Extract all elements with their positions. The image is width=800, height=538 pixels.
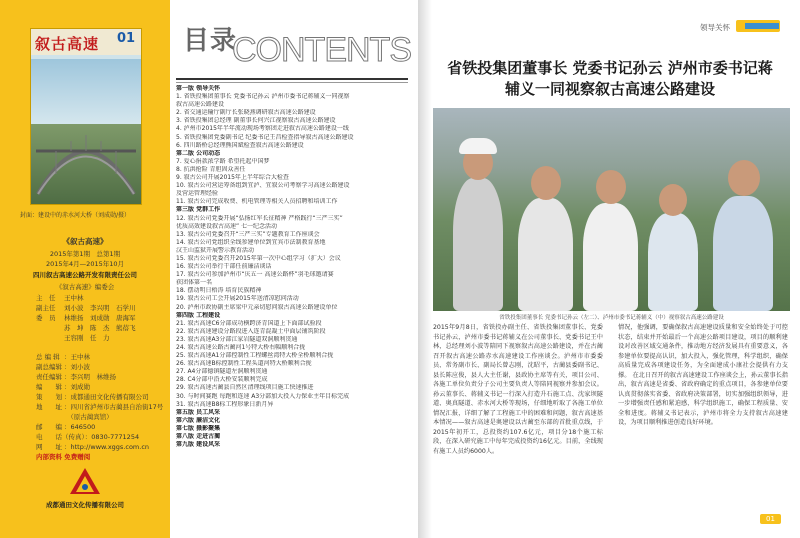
toc-entry: 11. 叙古公司完成收费、机电管理等相关人员招聘和培训工作	[176, 198, 338, 206]
toc-entry: 30. 与时间赛跑 每跑和连速 A3分部加大投入力保业主年目标完成	[176, 392, 350, 400]
editorial-board	[36, 293, 136, 343]
person-head	[531, 166, 561, 200]
article-column-1: 2015年9月8日，省铁投办副主任、省铁投集团董事长、党委书记孙云，泸州市委书记蒋辅义在公司董事长、党委书记王中林，总经理刘小波等陪同下视察叙古高速公路建设，并在古蔺召开叙古高速公路赤水高速建设工作座谈会。泸州市市委委员、常务副市长、副局长曾志刚，沈昭平，古蔺县委副书记、县长陈应俊，县人大主任谢，县政协主席等有关，项目公司、各施工单位负责分子公司主要负责人等陪同视察并参加会议。 孙云董事长、蒋辅义书记一行深入打造升石施工点、沈家坝隧道、奥真隧道、赤水河大桥等现场，仔细地听取了各施工单位情况汇报，详细了解了工程施工中的困难和问题，叙古高速基本情况——叙古高速是奥建设以古蔺至东部的首批重点线，于2015年初开工，总投资约107.6亿元，项目分18个施工标段，在深入研究施工中每年完成投资约16亿元。目前，全线现有施工人员约6000人。	[433, 324, 603, 455]
publisher-name: 成都通田文化传播有限公司	[46, 501, 124, 509]
toc-entry: 5. 省铁投集团党委副书记 纪委书记王昌检查指导叙古高速公路建设	[176, 133, 354, 141]
toc-section-heading: 第四版 工程建设	[176, 311, 221, 319]
toc-entry: 25. 叙古高速A1分部控制性工程螺丝湾特大桥全桥顺利合拢	[176, 352, 334, 360]
toc-entry: 13. 叙古公司党委召开“三严三实”专题教育工作座谈会	[176, 230, 320, 238]
board-row: 委 员 林维扬 刘成勋 唐海军	[36, 314, 136, 322]
hard-hat-icon	[459, 138, 497, 154]
contact-info	[36, 352, 163, 462]
toc-entry: 6. 四川路桥总经理熊国斌检查叙古高速公路建设	[176, 141, 304, 149]
person-head	[596, 170, 626, 204]
toc-entry: 24. 叙古高速公路古蔺河1号特大桥右幅顺利合拢	[176, 344, 306, 351]
person-figure	[648, 213, 698, 311]
article-headline: 省铁投集团董事长 党委书记孙云 泸州市委书记蒋辅义一同视察叙古高速公路建设	[447, 59, 773, 98]
person-figure	[713, 196, 773, 311]
section-badge-stripe	[745, 23, 779, 29]
toc-entry: 及营运管理经验	[176, 190, 219, 198]
toc-entry: 7. 爱心捐款浓学路 希望托起中国梦	[176, 157, 270, 165]
toc-entry: 27. A4分部德镇隧道左洞顺利贯通	[176, 368, 268, 376]
cover-image	[30, 28, 142, 205]
page-number: 01	[760, 514, 781, 524]
toc-entry: 15. 叙古公司党委召开2015年第一次中心组学习（扩大）会议	[176, 254, 341, 262]
magazine-issue: 2015年第1期 总第1期	[49, 250, 121, 258]
publisher-logo-icon	[68, 466, 102, 496]
contact-row: 总 编 辑 ：王中林	[36, 353, 90, 361]
toc-entry: 8. 抗洪抢险 青胆固众善任	[176, 165, 246, 173]
contents-heading-en: CONTENTS	[232, 31, 411, 69]
toc-entry: 1. 省铁投集团董事长 党委书记孙云 泸州市委书记蒋辅义一同视察	[176, 93, 350, 101]
cover-issue-number: 01	[117, 31, 136, 46]
toc-entry: 优质高效建设叙古高速” 七一纪念活动	[176, 222, 278, 230]
article-column-2: 情况，他强调，要确保叙古高速建设质量和安全始终处于可控状态，结束并开始最后一个高速公路项目建设，项目的顺利建设对改善区域交通条件，推动地方经济发展具有重要意义，各参建单位要提高认识，加大投入，强化管理，科学组织，确保高质量完成各项建设任务，为全面建成小康社会提供有力支撑。 在北日召开的叙古高速建设工作座谈会上，孙云董事长指出，叙古高速是省委、省政府确定的重点项目，各参建单位要认真贯彻落实省委、省政府决策部署，切实加强组织领导，进一步增强责任感和紧迫感，科学组织施工，确保工程质量、安全和进度。蒋辅义书记表示，泸州市将全力支持叙古高速建设，为项目顺利推进创造良好环境。	[618, 324, 788, 426]
toc-entry: 19. 叙古公司工会开展2015年送清凉慰问活动	[176, 295, 299, 303]
toc-entry: 18. 摆动明日梧涛 培育民族精神	[176, 287, 262, 295]
toc-entry: 29. 叙古高速古蔺县自然区清理线项目施工快速推进	[176, 384, 314, 392]
contents-heading-cn: 目录	[183, 26, 238, 56]
toc-entry: 汉王山监狱开展警示教育活动	[176, 246, 255, 254]
board-row: 王容刚 任 力	[64, 334, 110, 342]
person-head	[728, 160, 760, 196]
toc-section-heading: 第八版 走进古蔺	[176, 433, 221, 441]
toc-section-heading: 第二版 公司动态	[176, 149, 221, 157]
bridge-arch-icon	[36, 99, 136, 199]
toc-section-heading: 第九版 建设风采	[176, 441, 221, 449]
divider	[176, 78, 408, 80]
toc-entry: 获团体第一名	[176, 279, 213, 287]
toc-entry: 17. 叙古公司参加泸州市“庆五一 高速公路杯”羽毛球邀请赛	[176, 271, 334, 279]
toc-entry: 22. 叙古高速建设分路段进入连青混凝土中面层铺筑阶段	[176, 327, 326, 335]
editorial-board-title: 《叙古高速》编委会	[55, 283, 115, 291]
toc-entry: 叙古高速公路建设	[176, 101, 225, 109]
toc-section-heading: 第一版 领导关怀	[176, 85, 221, 92]
board-row: 副主任 刘小波 李兴明 石学川	[36, 304, 136, 312]
toc-entry: 2. 省交通运输厅副厅长张晓燕调研叙古高速公路建设	[176, 109, 316, 117]
person-head	[659, 184, 687, 216]
board-row: 苏 坤 陈 杰 熊蓓飞	[64, 324, 136, 332]
photo-caption: 省铁投集团董事长 党委书记孙云（左二）、泸州市委书记蒋辅义（中）视察叙古高速公路建设	[499, 315, 724, 321]
contact-row: 内部资料 免费赠阅	[36, 453, 91, 461]
magazine-organization: 四川叙古高速公路开发有限责任公司	[33, 271, 137, 279]
toc-entry: 16. 叙古公司举行干部任前廉洁谈话	[176, 263, 272, 271]
toc-entry: 12. 叙古公司党委开展“弘扬红军长征精神 严格践行“三严三实”	[176, 214, 343, 222]
person-figure	[583, 203, 638, 311]
toc-entry: 23. 叙古高速A3分部江家岩隧道双洞顺利贯通	[176, 335, 298, 343]
person-figure	[453, 178, 503, 311]
contact-row: 副总编辑 ：刘小波	[36, 363, 90, 371]
toc-entry: 20. 泸州市政协副主席梁中元亲切慰问叙古高速公路建设单位	[176, 303, 338, 311]
page-fold	[418, 0, 432, 538]
contact-row: 电 话（传真）：0830-7771254	[36, 433, 140, 441]
article-photo	[433, 108, 790, 311]
cover-caption: 封面：建设中的赤水河大桥（刘成勋/摄）	[20, 212, 131, 219]
toc-entry: 9. 叙古公司开展2015年上半年综合大检查	[176, 174, 289, 182]
contents-list	[176, 85, 408, 449]
toc-entry: 28. C4分部中沿大桥安装顺利完成	[176, 376, 268, 384]
contact-row: 编 辑 ：刘成勋	[36, 383, 90, 391]
contact-row: 策 划 ：成都通田文化传播有限公司	[36, 393, 149, 401]
toc-entry: 4. 泸州市2015年半年流动现场考察团走进叙古高速公路建设一线	[176, 125, 349, 133]
contact-row: 网 址 ：http://www.xggs.com.cn	[36, 443, 150, 451]
person-figure	[518, 198, 573, 311]
section-label: 领导关怀	[700, 23, 730, 32]
toc-entry: 14. 叙古公司党组织全线参建单位到宜宾市法制教育基地	[176, 238, 326, 246]
toc-entry: 31. 叙古高速B8标工程形象日新月异	[176, 400, 274, 408]
toc-section-heading: 第三版 党群工作	[176, 206, 221, 214]
magazine-date: 2015年4月—2015年10月	[46, 260, 124, 268]
toc-section-heading: 第六版 廉洁文化	[176, 416, 221, 424]
magazine-name: 《叙古高速》	[62, 237, 108, 246]
cover-title: 叙古高速	[35, 35, 100, 53]
contact-row: 责任编辑 ：李兴明 林维扬	[36, 373, 116, 381]
toc-entry: 21. 叙古高速C6分部成功横跨济青国道上下面部试验段	[176, 319, 322, 327]
toc-entry: 3. 省铁投集团总经理 副董事长何兴江视察叙古高速公路建设	[176, 117, 336, 125]
contact-row: （原古蔺宾馆）	[70, 413, 113, 421]
toc-entry: 10. 叙古公司营运筹备组到宜泸、宜叙公司考察学习高速公路建设	[176, 182, 350, 190]
board-row: 主 任 王中林	[36, 294, 84, 302]
toc-entry: 26. 叙古高速B标控制性工程头道河特大桥顺利合拢	[176, 360, 312, 368]
toc-section-heading: 第五版 员工风采	[176, 408, 221, 416]
contact-row: 邮 编 ：646500	[36, 423, 96, 431]
toc-section-heading: 第七版 摄影聚集	[176, 424, 221, 432]
contact-row: 地 址 ：四川省泸州市古蔺县自治街17号	[36, 403, 164, 411]
divider	[176, 82, 408, 83]
